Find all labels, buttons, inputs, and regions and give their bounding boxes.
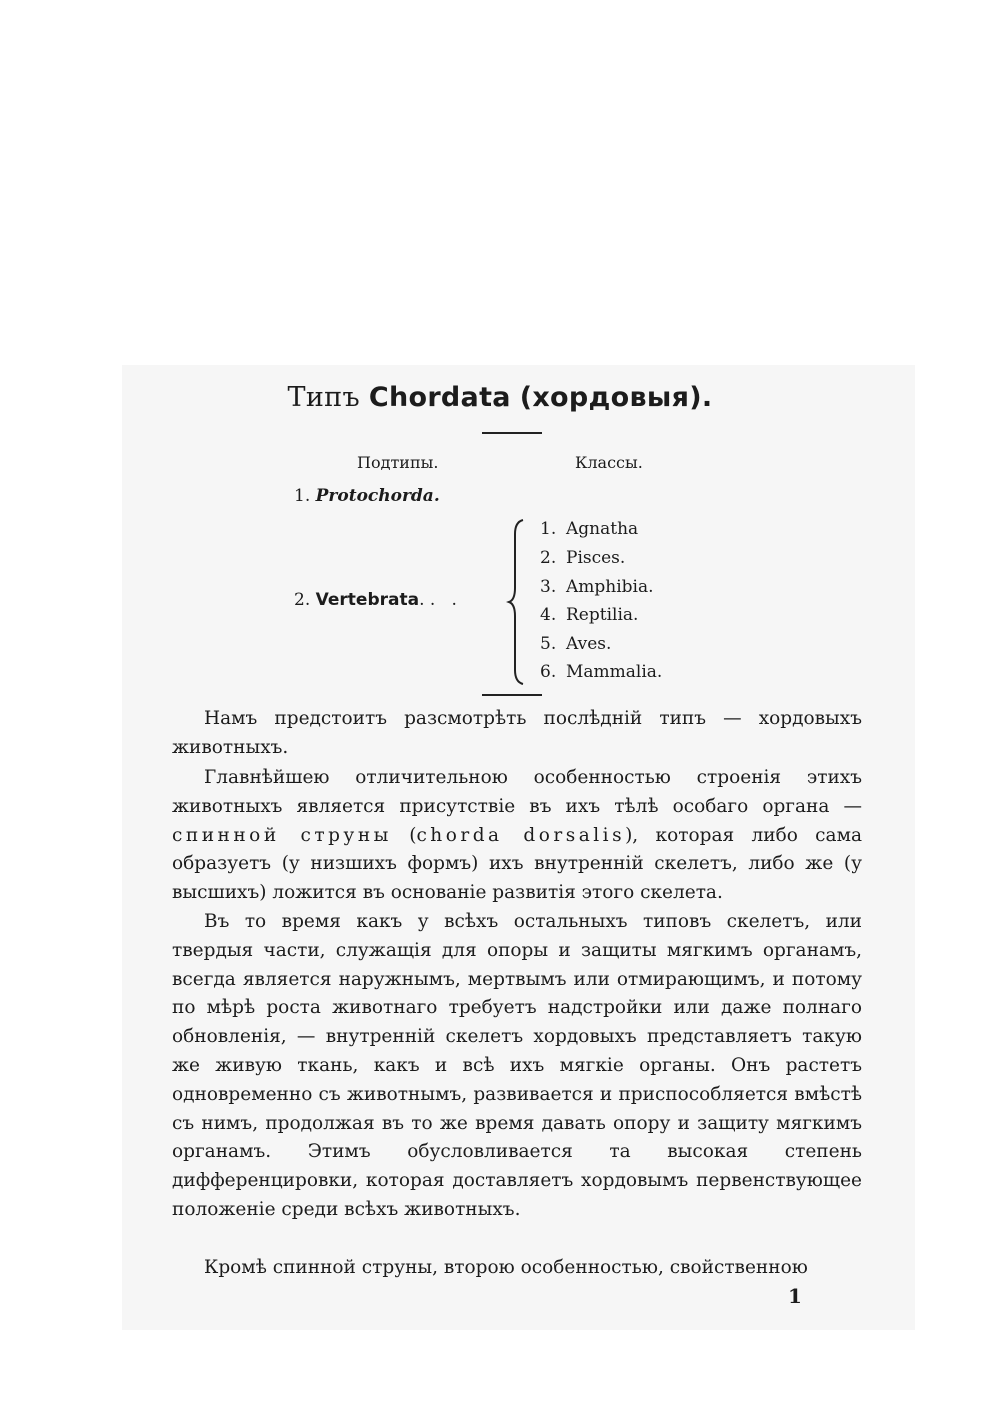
title-russian: (хордовыя). — [519, 382, 713, 413]
class-number: 6. — [540, 662, 557, 682]
class-number: 4. — [540, 605, 557, 625]
paragraph — [172, 764, 862, 908]
leader-dots: . . . — [419, 590, 457, 610]
subtype-name: Vertebrata — [315, 590, 420, 610]
paragraph — [172, 908, 862, 1225]
title-latin: Chordata — [368, 382, 511, 413]
class-number: 1. — [540, 519, 557, 539]
class-name: Amphibia. — [566, 577, 654, 597]
class-number: 3. — [540, 577, 557, 597]
column-header-classes: Классы. — [575, 453, 643, 472]
class-name: Agnatha — [566, 519, 639, 539]
page-number: 1 — [788, 1284, 802, 1308]
class-number: 5. — [540, 634, 557, 654]
class-number: 2. — [540, 548, 557, 568]
subtype-name: Protochorda. — [315, 486, 440, 506]
class-name: Mammalia. — [566, 662, 663, 682]
column-header-subtypes: Подтипы. — [357, 453, 439, 472]
paragraph — [172, 705, 862, 763]
subtype-row — [294, 486, 440, 506]
title-prefix: Типъ — [287, 382, 360, 413]
class-row — [540, 634, 611, 654]
subtype-row — [294, 590, 457, 610]
class-row — [540, 605, 638, 625]
spaced-term: спинной струны — [172, 824, 392, 846]
spaced-term: chorda dorsalis — [416, 824, 626, 846]
paragraph-text: Главнѣйшею отличительною особенностью строенія этихъ животныхъ является присутствіе въ ихъ тѣлѣ особаго органа — — [172, 767, 862, 817]
subtype-number: 1. — [294, 486, 311, 506]
class-row — [540, 577, 654, 597]
curly-brace — [506, 518, 526, 686]
paragraph — [172, 1254, 862, 1283]
class-name: Reptilia. — [566, 605, 639, 625]
class-name: Pisces. — [566, 548, 626, 568]
class-name: Aves. — [566, 634, 612, 654]
subtype-number: 2. — [294, 590, 311, 610]
class-row — [540, 662, 662, 682]
class-row — [540, 519, 638, 539]
paragraph-text: Кромѣ спинной струны, второю особенностью, свойственною — [204, 1257, 808, 1278]
paragraph-text: ( — [409, 824, 417, 846]
table-divider — [482, 694, 542, 696]
paragraph-text: Въ то время какъ у всѣхъ остальныхъ типовъ скелетъ, или твердыя части, служащія для опоры и защиты мягкимъ органамъ, всегда является наружнымъ, мертвымъ или отмирающимъ, и потому по мѣрѣ роста животнаго требуетъ надстройки или даже полнаго обновленія, — внутренній скелетъ хордовыхъ представляетъ такую же живую ткань, какъ и всѣ ихъ мягкіе органы. Онъ растетъ одновременно съ животнымъ, развивается и приспособляется вмѣстѣ съ нимъ, продолжая въ то же время давать опору и защиту мягкимъ органамъ. Этимъ обусловливается та высокая степень дифференцировки, которая доставляетъ хордовымъ первенствующее положеніе среди всѣхъ животныхъ. — [172, 911, 862, 1220]
paragraph-text: ), которая либо сама образуетъ (у низшихъ формъ) ихъ внутренній скелетъ, либо же (у высшихъ) ложится въ основаніе развитія этого скелета. — [172, 824, 862, 904]
paragraph-text: Намъ предстоитъ разсмотрѣть послѣдній типъ — хордовыхъ животныхъ. — [172, 708, 862, 758]
class-row — [540, 548, 625, 568]
title-divider — [482, 432, 542, 434]
page-title — [0, 382, 1000, 413]
